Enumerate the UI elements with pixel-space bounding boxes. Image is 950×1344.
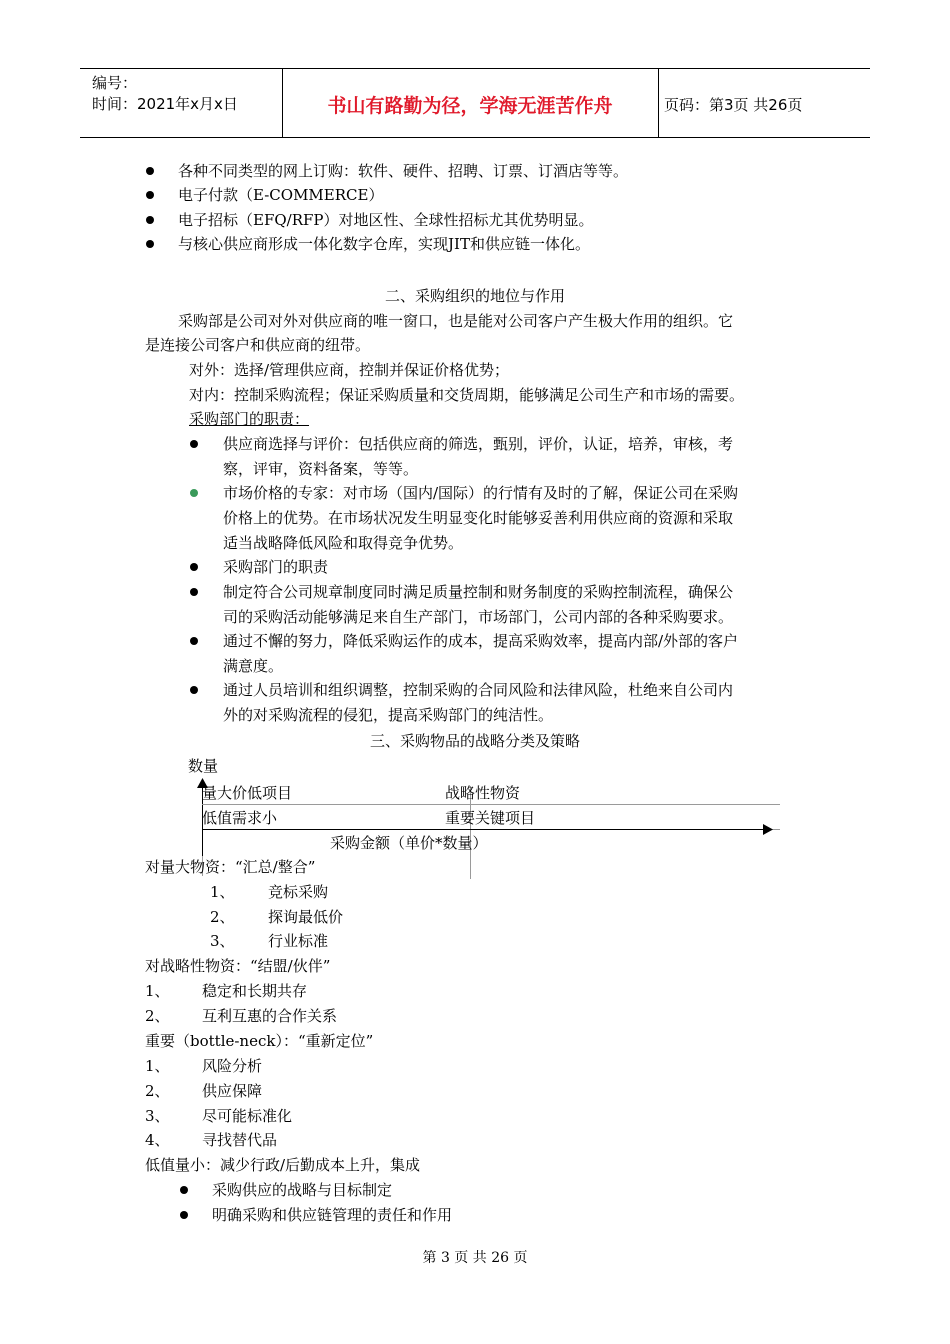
serial-label: 编号： [92,74,138,92]
duties-label: 采购部门的职责： [189,410,310,428]
paragraph-line: 采购部是公司对外对供应商的唯一窗口，也是能对公司客户产生极大作用的组织。它 [178,312,734,330]
paragraph-line: 是连接公司客户和供应商的纽带。 [145,336,371,354]
bullet-dot [146,216,154,224]
intro-bullet: 电子招标（EFQ/RFP）对地区性、全球性招标尤其优势明显。 [178,211,594,229]
external-role: 对外：选择/管理供应商，控制并保证价格优势； [189,361,510,379]
list-num: 1、 [145,1057,170,1075]
list-item: 探询最低价 [268,908,344,926]
page-footer: 第 3 页 共 26 页 [422,1250,528,1266]
bullet-dot [190,588,198,596]
final-bullet: 采购供应的战略与目标制定 [212,1181,393,1199]
duty-item: 通过不懈的努力，降低采购运作的成本，提高采购效率，提高内部/外部的客户 [223,632,739,650]
x-axis [202,829,765,830]
bullet-dot [190,686,198,694]
bullet-dot [190,563,198,571]
list-num: 2、 [145,1082,170,1100]
strategy-title: 对战略性物资：“结盟/伙伴” [145,957,331,975]
list-item: 竞标采购 [268,883,329,901]
header-divider [658,69,659,137]
matrix-gridline [202,804,780,805]
matrix-y-label: 数量 [188,757,219,775]
intro-bullet: 与核心供应商形成一体化数字仓库，实现JIT和供应链一体化。 [178,235,590,253]
internal-role: 对内：控制采购流程；保证采购质量和交货周期，能够满足公司生产和市场的需要。 [189,386,745,404]
list-num: 1、 [210,883,235,901]
strategy-title: 对量大物资：“汇总/整合” [145,858,316,876]
header-motto: 书山有路勤为径，学海无涯苦作舟 [327,95,613,117]
duty-item-cont: 察，评审，资料备案，等等。 [223,460,419,478]
time-label: 时间：2021年x月x日 [92,95,238,113]
section-heading: 二、采购组织的地位与作用 [384,287,565,305]
final-bullet: 明确采购和供应链管理的责任和作用 [212,1206,453,1224]
list-item: 寻找替代品 [202,1131,278,1149]
duty-item: 供应商选择与评价：包括供应商的筛选，甄别，评价，认证，培养，审核，考 [223,435,734,453]
duty-item: 制定符合公司规章制度同时满足质量控制和财务制度的采购控制流程，确保公 [223,583,734,601]
duty-item: 市场价格的专家：对市场（国内/国际）的行情有及时的了解，保证公司在采购 [223,484,739,502]
list-num: 2、 [210,908,235,926]
list-item: 供应保障 [202,1082,263,1100]
duty-item: 通过人员培训和组织调整，控制采购的合同风险和法律风险，杜绝来自公司内 [223,681,734,699]
header-meta [92,73,238,115]
duty-item-cont: 司的采购活动能够满足来自生产部门，市场部门，公司内部的各种采购要求。 [223,608,734,626]
x-axis-arrow-icon [763,824,773,835]
strategy-title: 重要（bottle-neck）：“重新定位” [145,1032,374,1050]
list-num: 4、 [145,1131,170,1149]
bullet-dot [146,167,154,175]
list-item: 行业标准 [268,932,329,950]
quadrant-top-left: 量大价低项目 [202,784,293,802]
bullet-dot [146,240,154,248]
quadrant-bottom-left: 低值需求小 [202,809,278,827]
list-item: 稳定和长期共存 [202,982,308,1000]
list-item: 尽可能标准化 [202,1107,293,1125]
strategy-title: 低值量小：减少行政/后勤成本上升，集成 [145,1156,421,1174]
list-item: 风险分析 [202,1057,263,1075]
section-heading: 三、采购物品的战略分类及策略 [369,732,580,750]
duty-item-cont: 价格上的优势。在市场状况发生明显变化时能够妥善利用供应商的资源和采取 [223,509,734,527]
quadrant-bottom-right: 重要关键项目 [445,809,536,827]
list-item: 互利互惠的合作关系 [202,1007,338,1025]
duty-item-cont: 外的对采购流程的侵犯，提高采购部门的纯洁性。 [223,706,554,724]
duty-item-cont: 适当战略降低风险和取得竞争优势。 [223,534,464,552]
list-num: 3、 [210,932,235,950]
bullet-dot [180,1186,188,1194]
bullet-dot [190,440,198,448]
page-header [80,68,870,138]
header-page-info: 页码：第3页 共26页 [664,96,803,114]
bullet-dot [146,191,154,199]
bullet-dot [190,489,198,497]
intro-bullet: 各种不同类型的网上订购：软件、硬件、招聘、订票、订酒店等等。 [178,162,629,180]
bullet-dot [190,637,198,645]
list-num: 2、 [145,1007,170,1025]
duty-item: 采购部门的职责 [223,558,329,576]
intro-bullet: 电子付款（E-COMMERCE） [178,186,384,204]
bullet-dot [180,1211,188,1219]
matrix-x-label: 采购金额（单价*数量） [330,834,488,852]
list-num: 3、 [145,1107,170,1125]
list-num: 1、 [145,982,170,1000]
quadrant-top-right: 战略性物资 [445,784,521,802]
duty-item-cont: 满意度。 [223,657,284,675]
